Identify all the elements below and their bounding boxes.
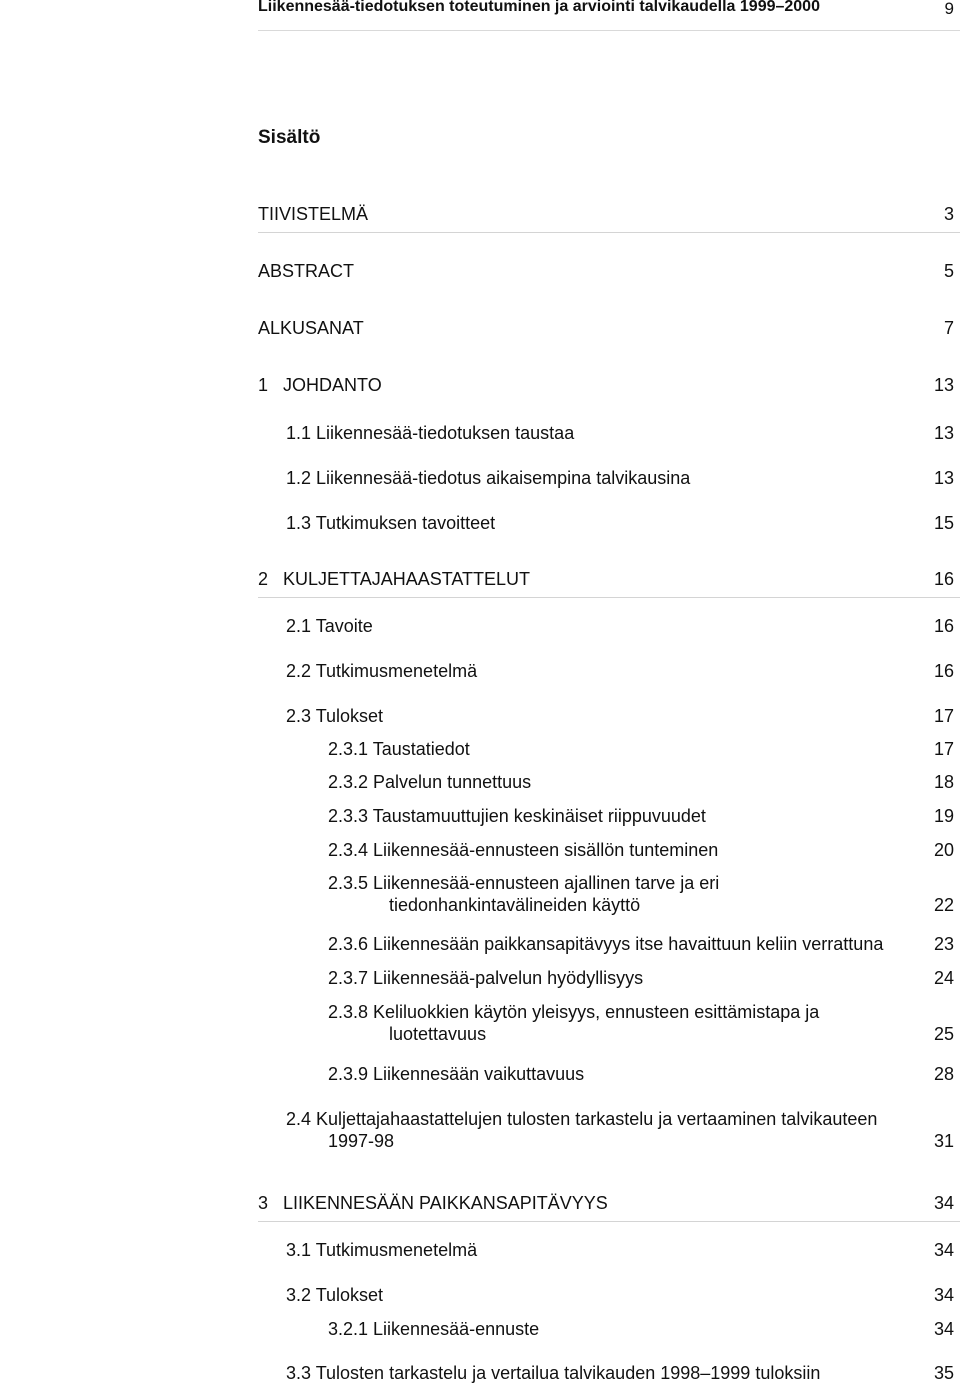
toc-entry-text: 3.3 Tulosten tarkastelu ja vertailua talvikauden 1998–1999 tuloksiin: [286, 1363, 821, 1383]
toc-entry-page: 23: [933, 934, 954, 954]
toc-entry-text: 2.3.4 Liikennesää-ennusteen sisällön tunteminen: [328, 840, 719, 860]
section-rule: [258, 1221, 960, 1222]
toc-entry-text: 2.1 Tavoite: [286, 616, 373, 636]
toc-entry[interactable]: [286, 467, 954, 489]
toc-entry[interactable]: [258, 568, 954, 590]
toc-entry-text: 2.3.1 Taustatiedot: [328, 739, 470, 759]
toc-entry[interactable]: [286, 1239, 954, 1261]
toc-entry[interactable]: [286, 1284, 954, 1306]
toc-entry[interactable]: [328, 1001, 954, 1045]
toc-entry-page: 17: [933, 739, 954, 759]
toc-entry-page: 35: [933, 1363, 954, 1383]
toc-entry[interactable]: [328, 967, 954, 989]
running-header-title: Liikennesää-tiedotuksen toteutuminen ja arviointi talvikaudella 1999–2000: [258, 0, 820, 15]
toc-entry-text-continued: 1997-98: [328, 1131, 395, 1151]
toc-entry[interactable]: [286, 422, 954, 444]
toc-entry-page: 34: [933, 1193, 954, 1213]
toc-entry-text-continued: tiedonhankintavälineiden käyttö: [389, 895, 641, 915]
toc-entry-page: 13: [933, 468, 954, 488]
toc-entry[interactable]: [286, 705, 954, 727]
toc-entry[interactable]: [286, 1108, 954, 1152]
toc-entry-text: 2.3.9 Liikennesään vaikuttavuus: [328, 1064, 585, 1084]
toc-entry-text: 2.3.2 Palvelun tunnettuus: [328, 772, 532, 792]
toc-entry-text: 2.4 Kuljettajahaastattelujen tulosten tarkastelu ja vertaaminen talvikauteen: [286, 1109, 878, 1129]
toc-entry[interactable]: [258, 1192, 954, 1214]
toc-entry-text: 3.2.1 Liikennesää-ennuste: [328, 1319, 540, 1339]
toc-entry-page: 7: [943, 318, 954, 338]
toc-entry[interactable]: [258, 203, 954, 225]
toc-entry[interactable]: [328, 805, 954, 827]
section-rule: [258, 597, 960, 598]
toc-entry-page: 34: [933, 1240, 954, 1260]
toc-entry-page: 28: [933, 1064, 954, 1084]
toc-entry-page: 20: [933, 840, 954, 860]
toc-entry[interactable]: [286, 1362, 954, 1384]
toc-entry[interactable]: [286, 615, 954, 637]
toc-entry[interactable]: [328, 872, 954, 916]
toc-entry[interactable]: [328, 1063, 954, 1085]
toc-entry-page: 24: [933, 968, 954, 988]
toc-entry[interactable]: [328, 1318, 954, 1340]
toc-entry-page: 31: [933, 1131, 954, 1151]
toc-entry-page: 34: [933, 1285, 954, 1305]
toc-entry-text: 3 LIIKENNESÄÄN PAIKKANSAPITÄVYYS: [258, 1193, 608, 1213]
toc-entry-text: 2.3.3 Taustamuuttujien keskinäiset riippuvuudet: [328, 806, 706, 826]
toc-entry-text: 3.1 Tutkimusmenetelmä: [286, 1240, 478, 1260]
toc-entry-page: 16: [933, 569, 954, 589]
section-rule: [258, 232, 960, 233]
toc-entry-text: 1.3 Tutkimuksen tavoitteet: [286, 513, 496, 533]
toc-entry-text: ABSTRACT: [258, 261, 355, 281]
toc-entry[interactable]: [328, 839, 954, 861]
toc-entry-page: 3: [943, 204, 954, 224]
toc-entry-text: 2.3.8 Keliluokkien käytön yleisyys, ennusteen esittämistapa ja: [328, 1002, 820, 1022]
toc-entry-page: 22: [933, 895, 954, 915]
toc-entry-text: 2.3.7 Liikennesää-palvelun hyödyllisyys: [328, 968, 644, 988]
toc-entry-page: 5: [943, 261, 954, 281]
toc-entry-text: 1.2 Liikennesää-tiedotus aikaisempina talvikausina: [286, 468, 691, 488]
toc-entry-page: 18: [933, 772, 954, 792]
toc-entry-page: 13: [933, 423, 954, 443]
toc-entry-page: 16: [933, 661, 954, 681]
toc-entry-page: 19: [933, 806, 954, 826]
toc-entry-text-continued: luotettavuus: [389, 1024, 487, 1044]
toc-entry-text: 2.3.5 Liikennesää-ennusteen ajallinen tarve ja eri: [328, 873, 720, 893]
toc-entry[interactable]: [286, 512, 954, 534]
toc-entry[interactable]: [258, 260, 954, 282]
running-header: [258, 0, 960, 31]
toc-entry-page: 15: [933, 513, 954, 533]
toc-entry[interactable]: [328, 771, 954, 793]
toc-entry[interactable]: [328, 933, 954, 955]
toc-entry-page: 16: [933, 616, 954, 636]
toc-entry-text: 2 KULJETTAJAHAASTATTELUT: [258, 569, 531, 589]
page-number: 9: [944, 0, 954, 18]
toc-entry[interactable]: [286, 660, 954, 682]
toc-entry-text: TIIVISTELMÄ: [258, 204, 369, 224]
toc-entry-text: 1 JOHDANTO: [258, 375, 382, 395]
toc-entry[interactable]: [258, 374, 954, 396]
toc-entry[interactable]: [258, 317, 954, 339]
toc-entry-page: 17: [933, 706, 954, 726]
toc-entry-text: 2.2 Tutkimusmenetelmä: [286, 661, 478, 681]
toc-entry-page: 34: [933, 1319, 954, 1339]
toc-entry-text: 1.1 Liikennesää-tiedotuksen taustaa: [286, 423, 575, 443]
toc-entry-text: 3.2 Tulokset: [286, 1285, 384, 1305]
toc-entry-text: ALKUSANAT: [258, 318, 364, 338]
toc-entry[interactable]: [328, 738, 954, 760]
toc-entry-text: 2.3 Tulokset: [286, 706, 384, 726]
toc-entry-page: 25: [933, 1024, 954, 1044]
toc-title: Sisältö: [258, 127, 321, 148]
toc-entry-page: 13: [933, 375, 954, 395]
toc-entry-text: 2.3.6 Liikennesään paikkansapitävyys itse havaittuun keliin verrattuna: [328, 934, 884, 954]
